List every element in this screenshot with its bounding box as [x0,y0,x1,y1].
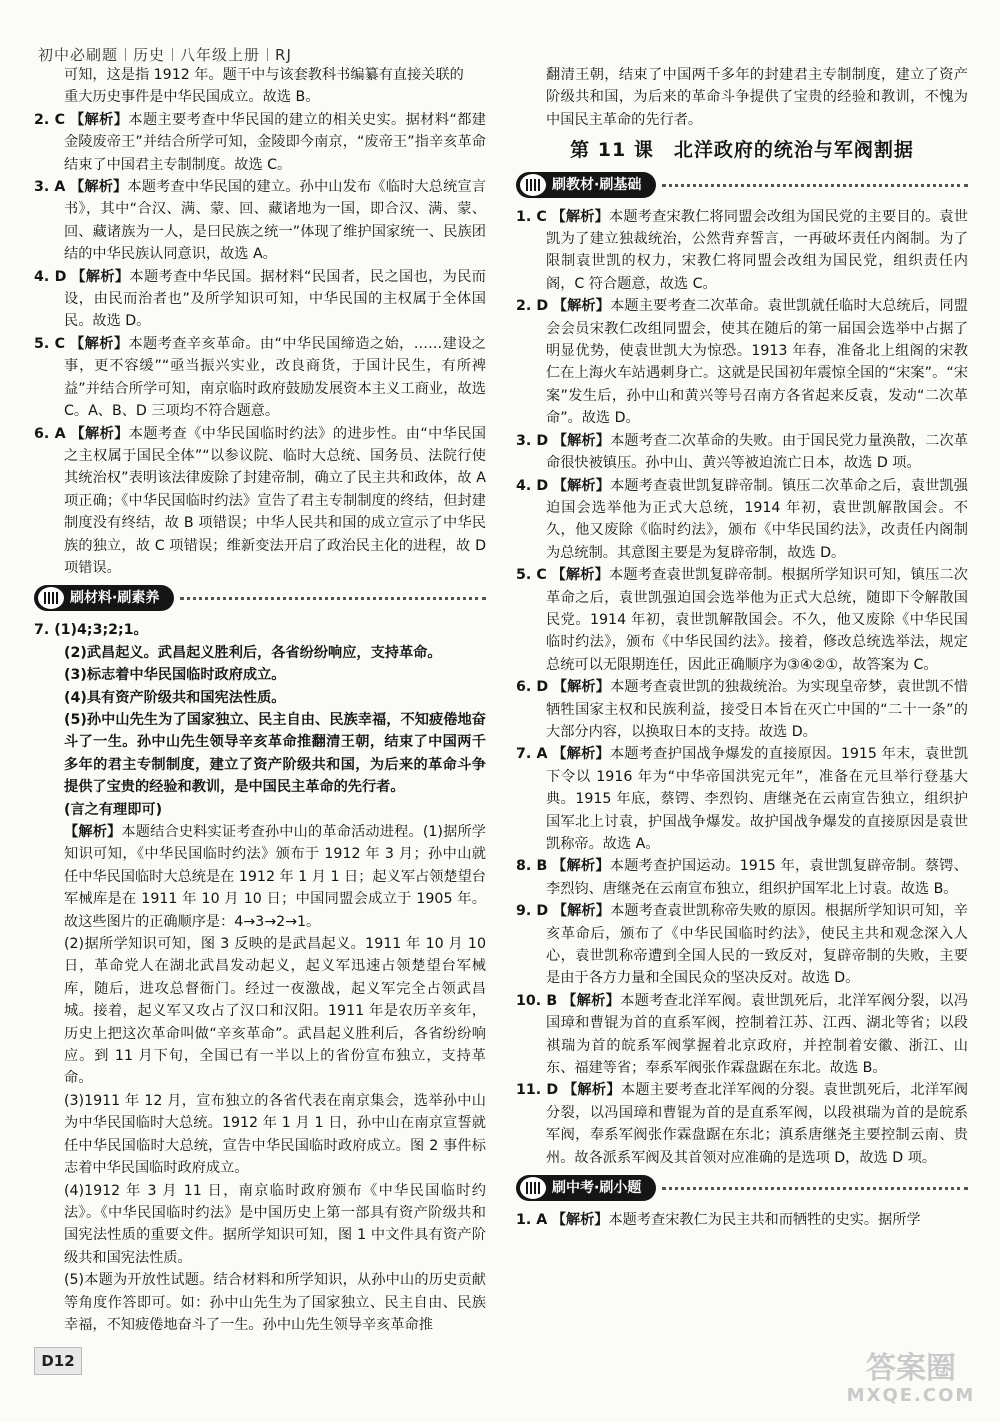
right-column [516,64,968,1232]
answer-7: 7. A 【解析】本题考查护国战争爆发的直接原因。1915 年末，袁世凯下令以 1916 年为“中华帝国洪宪元年”，准备在元旦举行登基大典。1915 年底，蔡锷、李烈钧、唐继尧在云南宣告独立，组织护国军北上讨袁，护国战争爆发。故护国战争爆发的直接原因是袁世凯称帝。故选 A。 [516,746,969,852]
brush-icon [520,1177,546,1199]
answer-6: 6. A 【解析】本题考查《中华民国临时约法》的进步性。由“中华民国之主权属于国民全体”“以参议院、临时大总统、国务员、法院行使其统治权”表明该法律废除了封建帝制，确立了民主共和政体，故 A 项正确；《中华民国临时约法》宣告了君主专制制度的终结，但封建制度没有终结，故 B 项错误；中华人民共和国的成立宣示了中华民族的独立，故 C 项错误；维新变法开启了政治民主化的进程，故 D 项错误。 [34,425,486,576]
answer-5: 5. C 【解析】本题考查辛亥革命。由“中华民国缔造之始，……建设之事，更不容缓”“亟当振兴实业，改良商货，于国计民生，有所裨益”并结合所学可知，南京临时政府鼓励发展资本主义工商业，故选 C。A、B、D 三项均不符合题意。 [34,335,486,420]
running-header [38,44,292,65]
answer-8: 8. B 【解析】本题考查护国运动。1915 年，袁世凯复辟帝制。蔡锷、李烈钧、唐继尧在云南宣布独立，组织护国军北上讨袁。故选 B。 [516,858,968,897]
section-banner: 刷材料·刷素养 [34,583,486,613]
answer-9: 9. D 【解析】本题考查袁世凯称帝失败的原因。根据所学知识可知，辛亥革命后，颁布了《中华民国临时约法》，使民主共和观念深入人心，袁世凯称帝遭到全国人民的一致反对，复辟帝制的失败，主要是由于各方力量和全国民众的坚决反对。故选 D。 [516,903,968,987]
answer-note: (言之有理即可) [64,801,163,818]
explanation-5: (5)本题为开放性试题。结合材料和所学知识，从孙中山的历史贡献等角度作答即可。如：孙中山先生为了国家独立、民主自由、民族幸福，不知疲倦地奋斗了一生。孙中山先生领导辛亥革命推 [64,1272,486,1333]
grade-name: 八年级上册 [180,46,261,64]
answer-6: 6. D 【解析】本题考查袁世凯的独裁统治。为实现皇帝梦，袁世凯不惜牺牲国家主权和民族利益，接受日本旨在灭亡中国的“二十一条”的大部分内容，以换取日本的支持。故选 D。 [516,679,968,740]
answer-7-part-5: (5)孙中山先生为了国家独立、民主自由、民族幸福，不知疲倦地奋斗了一生。孙中山先生领导辛亥革命推翻清王朝，结束了中国两千多年的君主专制制度，建立了资产阶级共和国，为后来的革命斗争提供了宝贵的经验和教训，是中国民主革命的先行者。 [64,711,486,796]
edition-code: RJ [275,46,292,64]
answer-11: 11. D 【解析】本题主要考查北洋军阀的分裂。袁世凯死后，北洋军阀分裂，以冯国璋和曹锟为首的是直系军阀，以段祺瑞为首的是皖系军阀，奉系军阀张作霖盘踞在东北；滇系唐继尧主要控制云南、贵州。故各派系军阀及其首领对应准确的是选项 D，故选 D 项。 [516,1082,968,1166]
continued-text: 翻清王朝，结束了中国两千多年的封建君主专制制度，建立了资产阶级共和国，为后来的革命斗争提供了宝贵的经验和教训，不愧为中国民主革命的先行者。 [546,67,968,128]
answer-3: 3. D 【解析】本题考查二次革命的失败。由于国民党力量涣散，二次革命很快被镇压。孙中山、黄兴等被迫流亡日本，故选 D 项。 [516,432,968,472]
answer-7-part-4: (4)具有资产阶级共和国宪法性质。 [64,689,286,706]
answer-5: 5. C 【解析】本题考查袁世凯复辟帝制。根据所学知识可知，镇压二次革命之后，袁世凯强迫国会选举他为正式大总统，随即下令解散国民党。1914 年初，袁世凯解散国会。不久，他又废除《中华民国临时约法》，颁布《中华民国约法》。接着，修改总统选举法，规定总统可以无限期连任，因此正确顺序为③④②①，故答案为 C。 [516,567,968,673]
subject-name: 历史 [133,46,166,64]
answer-10: 10. B 【解析】本题考查北洋军阀。袁世凯死后，北洋军阀分裂，以冯国璋和曹锟为首的直系军阀，控制着江苏、江西、湖北等省；以段祺瑞为首的皖系军阀掌握着北京政府，并控制着安徽、浙江、山东、福建等省；奉系军阀张作霖盘踞在东北。故选 B。 [516,992,968,1077]
explanation-4: (4)1912 年 3 月 11 日，南京临时政府颁布《中华民国临时约法》。《中华民国临时约法》是中国历史上第一部具有资产阶级共和国宪法性质的重要文件。据所学知识可知，图 1 中文件具有资产阶级共和国宪法性质。 [64,1182,486,1266]
section-banner: 刷中考·刷小题 [516,1173,968,1203]
series-name: 初中必刷题 [38,46,119,64]
answer-7-part-2: (2)武昌起义。武昌起义胜利后，各省纷纷响应，支持革命。 [64,644,442,661]
answer-2: 2. D 【解析】本题主要考查二次革命。袁世凯就任临时大总统后，同盟会会员宋教仁改组同盟会，使其在随后的第一届国会选举中占据了明显优势，使袁世凯大为惊恐。1913 年春，准备北上组阁的宋教仁在上海火车站遇刺身亡。这就是民国初年震惊全国的“宋案”。“宋案”发生后，孙中山和黄兴等号召南方各省起来反袁，发动“二次革命”。故选 D。 [516,298,968,427]
continued-line: 重大历史事件是中华民国成立。故选 B。 [64,89,320,106]
brush-icon [38,587,64,609]
brush-icon [520,174,546,196]
answer-3: 3. A 【解析】本题考查中华民国的建立。孙中山发布《临时大总统宣言书》，其中“合汉、满、蒙、回、藏诸地为一国，即合汉、满、蒙、回、藏诸族为一人，是曰民族之统一”体现了维护国家统一、民族团结的中华民族认同意识，故选 A。 [34,179,486,263]
lesson-title: 第 11 课 北洋政府的统治与军阀割据 [570,139,914,162]
left-column [34,64,486,1336]
explanation-2: (2)据所学知识可知，图 3 反映的是武昌起义。1911 年 10 月 10 日，革命党人在湖北武昌发动起义，起义军迅速占领楚望台军械库，随后，进攻总督衙门。经过一夜激战，起义军完全占领武昌城。接着，起义军又攻占了汉口和汉阳。1911 年是农历辛亥年，历史上把这次革命叫做“辛亥革命”。武昌起义胜利后，各省纷纷响应。到 11 月下旬，全国已有一半以上的省份宣布独立，支持革命。 [64,936,486,1087]
answer-4: 4. D 【解析】本题考查中华民国。据材料“民国者，民之国也，为民而设，由民而治者也”及所学知识可知，中华民国的主权属于全体国民。故选 D。 [34,268,486,330]
watermark-logo: 答案圈 MXQE.COM [846,1351,976,1406]
answer-4: 4. D 【解析】本题考查袁世凯复辟帝制。镇压二次革命之后，袁世凯强迫国会选举他为正式大总统，1914 年初，袁世凯解散国会。不久，他又废除《临时约法》，颁布《中华民国约法》，改责任内阁制为总统制。其意图主要是为复辟帝制，故选 D。 [516,477,968,561]
answer-2: 2. C 【解析】本题主要考查中华民国的建立的相关史实。据材料“都建金陵废帝王”并结合所学可知，金陵即今南京，“废帝王”指辛亥革命结束了中国君主专制制度。故选 C。 [34,111,486,173]
answer-7-part-1: 7. (1)4;3;2;1。 [34,622,148,639]
continued-line: 可知，这是指 1912 年。题干中与该套教科书编纂有直接关联的 [64,67,464,83]
page-number: D12 [34,1347,82,1375]
answer-7-part-3: (3)标志着中华民国临时政府成立。 [64,667,286,684]
explanation-1: 【解析】本题结合史料实证考查孙中山的革命活动进程。(1)据所学知识可知，《中华民国临时约法》颁布于 1912 年 3 月；孙中山就任中华民国临时大总统是在 1912 年 1 月 1 日；起义军占领楚望台军械库是在 1911 年 10 月 10 日；中国同盟会成立于 1905 年。故这些图片的正确顺序是：4→3→2→1。 [64,824,486,930]
section-banner: 刷教材·刷基础 [516,170,968,200]
exam-answer-1: 1. A 【解析】本题考查宋教仁为民主共和而牺牲的史实。据所学 [516,1212,921,1229]
answer-1: 1. C 【解析】本题考查宋教仁将同盟会改组为国民党的主要目的。袁世凯为了建立独裁统治，公然背弃誓言，一再破坏责任内阁制。为了限制袁世凯的权力，宋教仁将同盟会改组为国民党，组织责任内阁，C 符合题意，故选 C。 [516,208,968,292]
explanation-3: (3)1911 年 12 月，宣布独立的各省代表在南京集会，选举孙中山为中华民国临时大总统。1912 年 1 月 1 日，孙中山在南京宣誓就任中华民国临时大总统，宣告中华民国临时政府成立。图 2 事件标志着中华民国临时政府成立。 [64,1092,486,1177]
